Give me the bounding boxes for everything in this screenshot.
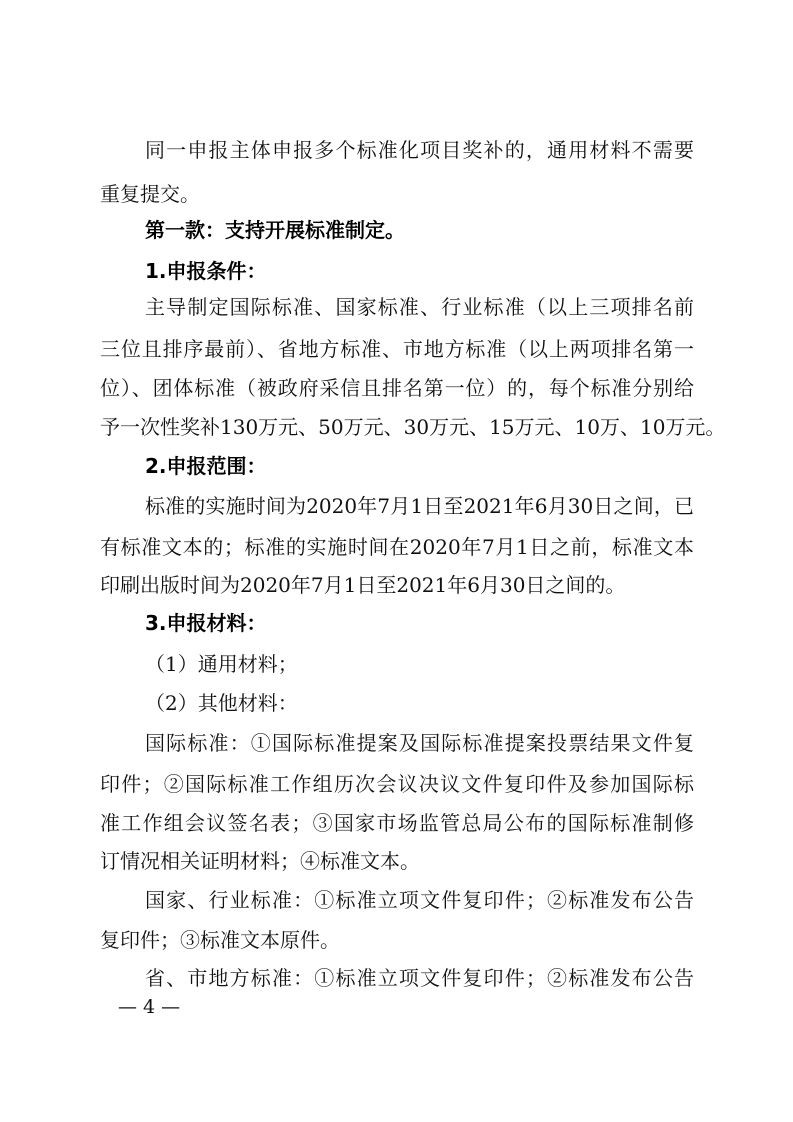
paragraph-line: 省、市地方标准：①标准立项文件复印件；②标准发布公告 — [145, 966, 694, 990]
paragraph-line: 有标准文本的；标准的实施时间在2020年7月1日之前，标准文本 — [100, 535, 694, 559]
list-item: （2）其他材料： — [145, 691, 298, 715]
paragraph-line: 准工作组会议签名表；③国家市场监管总局公布的国际标准制修 — [100, 811, 694, 835]
page-number: — 4 — — [118, 996, 181, 1018]
paragraph-line: 同一申报主体申报多个标准化项目奖补的，通用材料不需要 — [145, 138, 694, 162]
paragraph-line: 标准的实施时间为2020年7月1日至2021年6月30日之间，已 — [145, 494, 694, 518]
subheading-conditions: 1.申报条件： — [145, 259, 267, 283]
subheading-materials: 3.申报材料： — [145, 611, 267, 635]
paragraph-line: 予一次性奖补130万元、50万元、30万元、15万元、10万、10万元。 — [100, 415, 726, 439]
paragraph-line: 订情况相关证明材料；④标准文本。 — [100, 849, 420, 873]
paragraph-line: 位）、团体标准（被政府采信且排名第一位）的，每个标准分别给 — [100, 376, 694, 400]
section-heading: 第一款：支持开展标准制定。 — [145, 218, 405, 242]
paragraph-line: 三位且排序最前）、省地方标准、市地方标准（以上两项排名第一 — [100, 337, 694, 361]
paragraph-line: 重复提交。 — [100, 182, 200, 206]
list-item: （1）通用材料； — [145, 652, 298, 676]
subheading-scope: 2.申报范围： — [145, 454, 267, 478]
paragraph-line: 复印件；③标准文本原件。 — [100, 928, 340, 952]
paragraph-line: 主导制定国际标准、国家标准、行业标准（以上三项排名前 — [145, 295, 694, 319]
paragraph-line: 国际标准：①国际标准提案及国际标准提案投票结果文件复 — [145, 731, 694, 755]
paragraph-line: 印刷出版时间为2020年7月1日至2021年6月30日之间的。 — [100, 573, 626, 597]
paragraph-line: 国家、行业标准：①标准立项文件复印件；②标准发布公告 — [145, 888, 694, 912]
paragraph-line: 印件；②国际标准工作组历次会议决议文件复印件及参加国际标 — [100, 772, 694, 796]
